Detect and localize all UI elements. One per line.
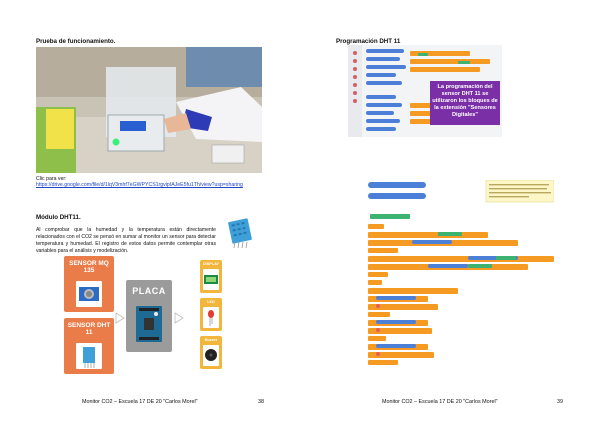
code-screenshot-top bbox=[348, 45, 502, 137]
arrow-to-outputs-icon bbox=[174, 311, 184, 329]
board-box bbox=[126, 280, 172, 352]
output-buzzer-box bbox=[200, 336, 222, 369]
test-photo bbox=[36, 47, 262, 173]
module-title: Módulo DHT11. bbox=[36, 214, 81, 221]
video-link[interactable]: https://drive.google.com/file/d/1lqV3mhf7eGWPYCS1rgvipIAJeE5fu1Th/view?usp=sharing bbox=[36, 182, 243, 188]
board-label: PLACA bbox=[132, 286, 166, 296]
link-label: Clic para ver: bbox=[36, 176, 67, 182]
system-diagram bbox=[64, 256, 232, 376]
output-led-label: LED bbox=[207, 300, 215, 304]
code-screenshot-bottom bbox=[368, 180, 554, 372]
callout-box bbox=[430, 81, 500, 125]
sensor-mq135-label: SENSOR MQ 135 bbox=[69, 260, 109, 275]
left-footer: Monitor CO2 – Escuela 17 DE 20 "Carlos Morel" bbox=[82, 399, 198, 405]
dht11-sensor-image bbox=[226, 218, 254, 248]
sensor-dht11-label: SENSOR DHT 11 bbox=[67, 322, 111, 337]
output-display-label: DISPLAY bbox=[202, 262, 220, 266]
buzzer-image bbox=[203, 345, 219, 366]
sensor-mq135-box bbox=[64, 256, 114, 312]
section-title-programacion: Programación DHT 11 bbox=[336, 38, 401, 45]
arduino-board-image bbox=[134, 304, 164, 344]
lcd-display-image bbox=[203, 269, 219, 290]
module-description: Al comprobar que la humedad y la temperatura están directamente relacionados con el CO2 se pensó en sumar al monitor un sensor para detectar temperatura y humedad. El registro de estos datos permite contemplar otras variables para el análisis y modelización. bbox=[36, 227, 216, 254]
callout-text: La programación del sensor DHT 11 se utilizaron los bloques de la extensión "Sensores Digitales" bbox=[432, 84, 498, 118]
output-display-box bbox=[200, 260, 222, 293]
output-buzzer-label: Buzzer bbox=[204, 338, 218, 342]
dht11-image bbox=[76, 343, 102, 369]
left-page-number: 38 bbox=[258, 399, 264, 405]
mq135-image bbox=[76, 281, 102, 307]
arrow-to-board-icon bbox=[115, 311, 125, 329]
section-title-prueba: Prueba de funcionamiento. bbox=[36, 38, 116, 45]
led-image bbox=[203, 307, 219, 328]
sensor-dht11-box bbox=[64, 318, 114, 374]
right-page-number: 39 bbox=[557, 399, 563, 405]
right-footer: Monitor CO2 – Escuela 17 DE 20 "Carlos Morel" bbox=[382, 399, 498, 405]
output-led-box bbox=[200, 298, 222, 331]
